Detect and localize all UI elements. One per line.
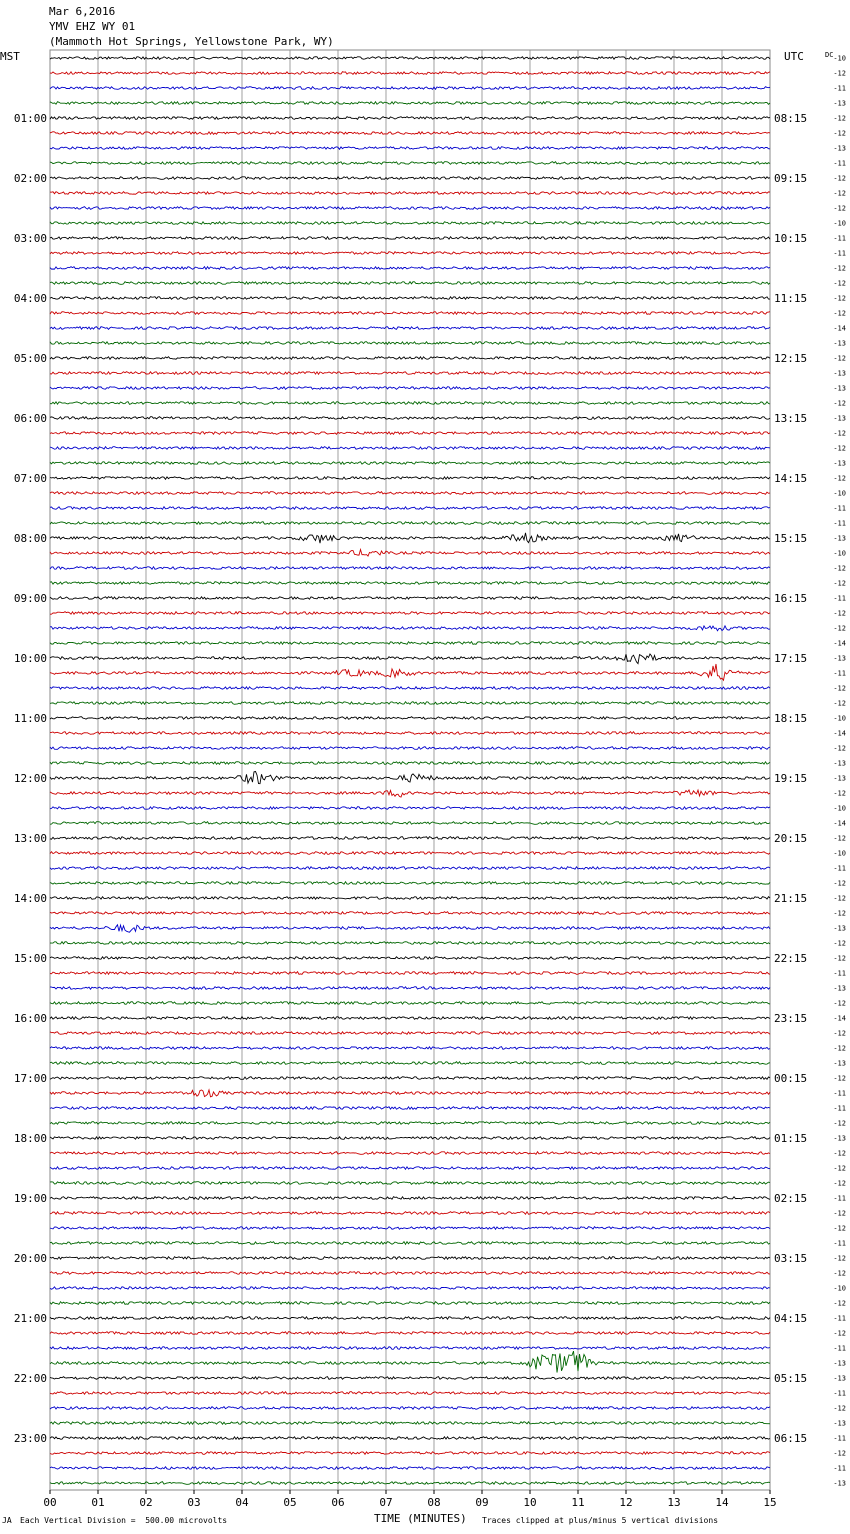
- seismogram-trace: [50, 522, 770, 525]
- x-tick-label: 12: [619, 1496, 633, 1509]
- seismogram-trace: [50, 1377, 770, 1380]
- seismogram-trace: [50, 567, 770, 570]
- seismogram-trace: [50, 550, 770, 557]
- mst-hour-label: 20:00: [13, 1252, 47, 1265]
- dc-offset-label: -14: [833, 1014, 846, 1023]
- x-tick-label: 06: [331, 1496, 345, 1509]
- x-tick-label: 15: [763, 1496, 777, 1509]
- x-axis-title: TIME (MINUTES): [374, 1512, 467, 1525]
- seismogram-trace: [50, 732, 770, 735]
- mst-hour-label: 19:00: [13, 1192, 47, 1205]
- seismogram-trace: [50, 957, 770, 960]
- mst-hour-label: 07:00: [13, 472, 47, 485]
- dc-offset-label: -12: [833, 429, 846, 438]
- seismogram-trace: [50, 1182, 770, 1185]
- dc-offset-label: -11: [833, 1389, 846, 1398]
- seismogram-trace: [50, 1347, 770, 1350]
- dc-label: DC: [825, 51, 834, 59]
- seismogram-trace: [50, 1332, 770, 1335]
- dc-offset-label: -11: [833, 1089, 846, 1098]
- seismogram-trace: [50, 1032, 770, 1035]
- dc-offset-label: -11: [833, 1104, 846, 1113]
- seismogram-trace: [50, 387, 770, 390]
- seismogram-trace: [50, 222, 770, 225]
- mst-hour-label: 21:00: [13, 1312, 47, 1325]
- dc-offset-label: -11: [833, 969, 846, 978]
- seismogram-trace: [50, 1317, 770, 1320]
- mst-hour-label: 01:00: [13, 112, 47, 125]
- seismogram-trace: [50, 1137, 770, 1140]
- mst-hour-label: 14:00: [13, 892, 47, 905]
- seismogram-trace: [50, 771, 770, 783]
- seismogram-trace: [50, 507, 770, 510]
- seismogram-trace: [50, 1351, 770, 1372]
- x-tick-label: 10: [523, 1496, 537, 1509]
- seismogram-trace: [50, 597, 770, 600]
- dc-offset-label: -12: [833, 579, 846, 588]
- dc-offset-label: -11: [833, 1464, 846, 1473]
- seismogram-trace: [50, 807, 770, 810]
- utc-hour-label: 03:15: [774, 1252, 808, 1265]
- dc-offset-label: -11: [833, 249, 846, 258]
- seismogram-trace: [50, 1122, 770, 1125]
- seismogram-trace: [50, 1422, 770, 1425]
- left-axis-label: MST: [0, 50, 20, 63]
- dc-offset-label: -12: [833, 1164, 846, 1173]
- plot-frame: [50, 50, 770, 1490]
- utc-hour-label: 09:15: [774, 172, 808, 185]
- dc-offset-label: -12: [833, 894, 846, 903]
- dc-offset-label: -12: [833, 189, 846, 198]
- dc-offset-label: -11: [833, 519, 846, 528]
- dc-offset-label: -11: [833, 159, 846, 168]
- mst-hour-label: 23:00: [13, 1432, 47, 1445]
- seismogram-trace: [50, 372, 770, 375]
- seismogram-trace: [50, 702, 770, 705]
- utc-hour-label: 14:15: [774, 472, 808, 485]
- seismogram-trace: [50, 1017, 770, 1020]
- seismogram-trace: [50, 1482, 770, 1485]
- utc-hour-label: 20:15: [774, 832, 808, 845]
- dc-offset-label: -12: [833, 744, 846, 753]
- dc-offset-label: -12: [833, 609, 846, 618]
- seismogram-trace: [50, 1152, 770, 1155]
- seismogram-trace: [50, 1197, 770, 1200]
- dc-offset-label: -12: [833, 1074, 846, 1083]
- dc-offset-label: -11: [833, 1434, 846, 1443]
- mst-hour-label: 16:00: [13, 1012, 47, 1025]
- dc-offset-label: -12: [833, 624, 846, 633]
- seismogram-trace: [50, 57, 770, 60]
- mst-hour-label: 22:00: [13, 1372, 47, 1385]
- seismogram-trace: [50, 132, 770, 135]
- seismogram-trace: [50, 852, 770, 855]
- x-tick-label: 11: [571, 1496, 585, 1509]
- x-tick-label: 05: [283, 1496, 297, 1509]
- seismogram-trace: [50, 1302, 770, 1305]
- x-tick-label: 13: [667, 1496, 681, 1509]
- mst-hour-label: 11:00: [13, 712, 47, 725]
- dc-offset-label: -12: [833, 1149, 846, 1158]
- dc-offset-label: -13: [833, 1059, 846, 1068]
- seismogram-trace: [50, 912, 770, 915]
- dc-offset-label: -13: [833, 759, 846, 768]
- dc-offset-label: -10: [833, 219, 846, 228]
- dc-offset-label: -13: [833, 774, 846, 783]
- dc-offset-label: -12: [833, 699, 846, 708]
- utc-hour-label: 11:15: [774, 292, 808, 305]
- dc-offset-label: -12: [833, 399, 846, 408]
- mst-hour-label: 12:00: [13, 772, 47, 785]
- seismogram-trace: [50, 207, 770, 210]
- utc-hour-label: 10:15: [774, 232, 808, 245]
- dc-offset-label: -13: [833, 339, 846, 348]
- seismogram-trace: [50, 925, 770, 932]
- seismogram-trace: [50, 897, 770, 900]
- dc-offset-label: -10: [833, 54, 846, 63]
- seismogram-trace: [50, 117, 770, 120]
- dc-offset-label: -14: [833, 639, 846, 648]
- seismogram-trace: [50, 642, 770, 645]
- utc-hour-label: 04:15: [774, 1312, 808, 1325]
- dc-offset-label: -13: [833, 924, 846, 933]
- mst-hour-label: 17:00: [13, 1072, 47, 1085]
- seismogram-trace: [50, 762, 770, 765]
- dc-offset-label: -12: [833, 1209, 846, 1218]
- seismogram-trace: [50, 1392, 770, 1395]
- seismogram-trace: [50, 1212, 770, 1215]
- mst-hour-label: 18:00: [13, 1132, 47, 1145]
- dc-offset-label: -10: [833, 714, 846, 723]
- seismogram-trace: [50, 267, 770, 270]
- utc-hour-label: 02:15: [774, 1192, 808, 1205]
- seismogram-trace: [50, 654, 770, 664]
- seismogram-trace: [50, 837, 770, 840]
- seismogram-trace: [50, 102, 770, 105]
- seismogram-trace: [50, 147, 770, 150]
- seismogram-trace: [50, 1090, 770, 1097]
- x-tick-label: 08: [427, 1496, 441, 1509]
- location-label: (Mammoth Hot Springs, Yellowstone Park, WY): [49, 35, 334, 48]
- dc-offset-label: -13: [833, 654, 846, 663]
- x-tick-label: 09: [475, 1496, 489, 1509]
- utc-hour-label: 15:15: [774, 532, 808, 545]
- seismogram-trace: [50, 1242, 770, 1245]
- utc-hour-label: 18:15: [774, 712, 808, 725]
- x-tick-label: 01: [91, 1496, 105, 1509]
- dc-offset-label: -10: [833, 804, 846, 813]
- seismogram-trace: [50, 252, 770, 255]
- dc-offset-label: -10: [833, 849, 846, 858]
- utc-hour-label: 08:15: [774, 112, 808, 125]
- dc-offset-label: -11: [833, 864, 846, 873]
- dc-offset-label: -12: [833, 1449, 846, 1458]
- utc-hour-label: 22:15: [774, 952, 808, 965]
- seismogram-trace: [50, 447, 770, 450]
- station-label: YMV EHZ WY 01: [49, 20, 136, 33]
- dc-offset-label: -12: [833, 309, 846, 318]
- dc-offset-label: -12: [833, 1269, 846, 1278]
- seismogram-trace: [50, 1002, 770, 1005]
- seismogram-trace: [50, 87, 770, 90]
- dc-offset-label: -12: [833, 444, 846, 453]
- seismogram-trace: [50, 747, 770, 750]
- x-tick-label: 07: [379, 1496, 393, 1509]
- mst-hour-label: 04:00: [13, 292, 47, 305]
- seismogram-trace: [50, 462, 770, 465]
- dc-offset-label: -13: [833, 369, 846, 378]
- dc-offset-label: -12: [833, 1224, 846, 1233]
- seismogram-trace: [50, 177, 770, 180]
- seismogram-trace: [50, 492, 770, 495]
- dc-offset-label: -12: [833, 1329, 846, 1338]
- seismogram-trace: [50, 582, 770, 585]
- mst-hour-label: 15:00: [13, 952, 47, 965]
- seismogram-trace: [50, 1452, 770, 1455]
- utc-hour-label: 13:15: [774, 412, 808, 425]
- seismogram-trace: [50, 297, 770, 300]
- scale-note: Each Vertical Division = 500.00 microvolts: [20, 1516, 228, 1525]
- x-tick-label: 00: [43, 1496, 57, 1509]
- seismogram-trace: [50, 327, 770, 330]
- dc-offset-label: -13: [833, 534, 846, 543]
- mst-hour-label: 06:00: [13, 412, 47, 425]
- utc-hour-label: 01:15: [774, 1132, 808, 1145]
- dc-offset-label: -11: [833, 1344, 846, 1353]
- utc-hour-label: 16:15: [774, 592, 808, 605]
- seismogram-trace: [50, 790, 770, 797]
- dc-offset-label: -11: [833, 669, 846, 678]
- seismogram-trace: [50, 162, 770, 165]
- dc-offset-label: -11: [833, 1239, 846, 1248]
- seismogram-trace: [50, 1257, 770, 1260]
- seismogram-trace: [50, 72, 770, 75]
- mst-hour-label: 09:00: [13, 592, 47, 605]
- x-tick-label: 02: [139, 1496, 153, 1509]
- seismogram-trace: [50, 533, 770, 543]
- seismogram-trace: [50, 342, 770, 345]
- seismogram-trace: [50, 1167, 770, 1170]
- dc-offset-label: -12: [833, 1179, 846, 1188]
- mst-hour-label: 10:00: [13, 652, 47, 665]
- dc-offset-label: -12: [833, 294, 846, 303]
- dc-offset-label: -10: [833, 489, 846, 498]
- dc-offset-label: -12: [833, 174, 846, 183]
- dc-offset-label: -13: [833, 99, 846, 108]
- seismogram-trace: [50, 612, 770, 615]
- utc-hour-label: 05:15: [774, 1372, 808, 1385]
- seismogram-trace: [50, 867, 770, 870]
- seismogram-trace: [50, 237, 770, 240]
- seismogram-trace: [50, 1077, 770, 1080]
- dc-offset-label: -11: [833, 504, 846, 513]
- dc-offset-label: -12: [833, 1119, 846, 1128]
- dc-offset-label: -14: [833, 324, 846, 333]
- seismogram-trace: [50, 717, 770, 720]
- dc-offset-label: -12: [833, 939, 846, 948]
- dc-offset-label: -10: [833, 1284, 846, 1293]
- utc-hour-label: 06:15: [774, 1432, 808, 1445]
- seismogram-trace: [50, 402, 770, 405]
- seismogram-trace: [50, 1407, 770, 1410]
- dc-offset-label: -12: [833, 834, 846, 843]
- x-tick-label: 04: [235, 1496, 249, 1509]
- seismogram-trace: [50, 282, 770, 285]
- dc-offset-label: -12: [833, 129, 846, 138]
- dc-offset-label: -12: [833, 1404, 846, 1413]
- seismogram-trace: [50, 972, 770, 975]
- x-tick-label: 14: [715, 1496, 729, 1509]
- utc-hour-label: 12:15: [774, 352, 808, 365]
- clip-note: Traces clipped at plus/minus 5 vertical divisions: [482, 1516, 719, 1525]
- seismogram-trace: [50, 1272, 770, 1275]
- seismogram-trace: [50, 192, 770, 195]
- seismogram-trace: [50, 1287, 770, 1290]
- seismogram-trace: [50, 1437, 770, 1440]
- dc-offset-label: -12: [833, 204, 846, 213]
- dc-offset-label: -12: [833, 999, 846, 1008]
- dc-offset-label: -14: [833, 819, 846, 828]
- seismogram-trace: [50, 1107, 770, 1110]
- dc-offset-label: -12: [833, 909, 846, 918]
- dc-offset-label: -13: [833, 1134, 846, 1143]
- utc-hour-label: 21:15: [774, 892, 808, 905]
- seismogram-trace: [50, 357, 770, 360]
- seismogram-trace: [50, 626, 770, 631]
- seismogram-trace: [50, 687, 770, 690]
- dc-offset-label: -13: [833, 1374, 846, 1383]
- dc-offset-label: -10: [833, 549, 846, 558]
- dc-offset-label: -14: [833, 729, 846, 738]
- dc-offset-label: -13: [833, 384, 846, 393]
- x-tick-label: 03: [187, 1496, 201, 1509]
- utc-hour-label: 00:15: [774, 1072, 808, 1085]
- dc-offset-label: -12: [833, 564, 846, 573]
- dc-offset-label: -13: [833, 1479, 846, 1488]
- logo-mark: JA: [2, 1516, 12, 1525]
- utc-hour-label: 23:15: [774, 1012, 808, 1025]
- dc-offset-label: -12: [833, 69, 846, 78]
- dc-offset-label: -12: [833, 879, 846, 888]
- dc-offset-label: -12: [833, 354, 846, 363]
- utc-hour-label: 19:15: [774, 772, 808, 785]
- seismogram-trace: [50, 432, 770, 435]
- dc-offset-label: -13: [833, 144, 846, 153]
- dc-offset-label: -12: [833, 1029, 846, 1038]
- dc-offset-label: -12: [833, 1299, 846, 1308]
- dc-offset-label: -13: [833, 459, 846, 468]
- dc-offset-label: -13: [833, 1359, 846, 1368]
- dc-offset-label: -12: [833, 279, 846, 288]
- dc-offset-label: -12: [833, 954, 846, 963]
- seismogram-trace: [50, 1062, 770, 1065]
- dc-offset-label: -13: [833, 414, 846, 423]
- seismogram-trace: [50, 822, 770, 825]
- dc-offset-label: -11: [833, 84, 846, 93]
- seismogram-trace: [50, 987, 770, 990]
- dc-offset-label: -13: [833, 1419, 846, 1428]
- seismogram-trace: [50, 664, 770, 680]
- mst-hour-label: 03:00: [13, 232, 47, 245]
- right-axis-label: UTC: [784, 50, 804, 63]
- dc-offset-label: -11: [833, 234, 846, 243]
- mst-hour-label: 13:00: [13, 832, 47, 845]
- seismogram-trace: [50, 1047, 770, 1050]
- mst-hour-label: 05:00: [13, 352, 47, 365]
- dc-offset-label: -12: [833, 114, 846, 123]
- dc-offset-label: -12: [833, 684, 846, 693]
- seismogram-trace: [50, 1467, 770, 1470]
- mst-hour-label: 02:00: [13, 172, 47, 185]
- utc-hour-label: 17:15: [774, 652, 808, 665]
- date-label: Mar 6,2016: [49, 5, 116, 18]
- dc-offset-label: -12: [833, 789, 846, 798]
- dc-offset-label: -12: [833, 1044, 846, 1053]
- seismogram-trace: [50, 312, 770, 315]
- dc-offset-label: -12: [833, 264, 846, 273]
- seismogram-trace: [50, 1227, 770, 1230]
- dc-offset-label: -11: [833, 1194, 846, 1203]
- seismogram-trace: [50, 477, 770, 480]
- dc-offset-label: -13: [833, 984, 846, 993]
- seismogram-trace: [50, 882, 770, 885]
- dc-offset-label: -11: [833, 594, 846, 603]
- dc-offset-label: -11: [833, 1314, 846, 1323]
- dc-offset-label: -12: [833, 1254, 846, 1263]
- dc-offset-label: -12: [833, 474, 846, 483]
- seismogram-trace: [50, 942, 770, 945]
- seismogram-trace: [50, 417, 770, 420]
- mst-hour-label: 08:00: [13, 532, 47, 545]
